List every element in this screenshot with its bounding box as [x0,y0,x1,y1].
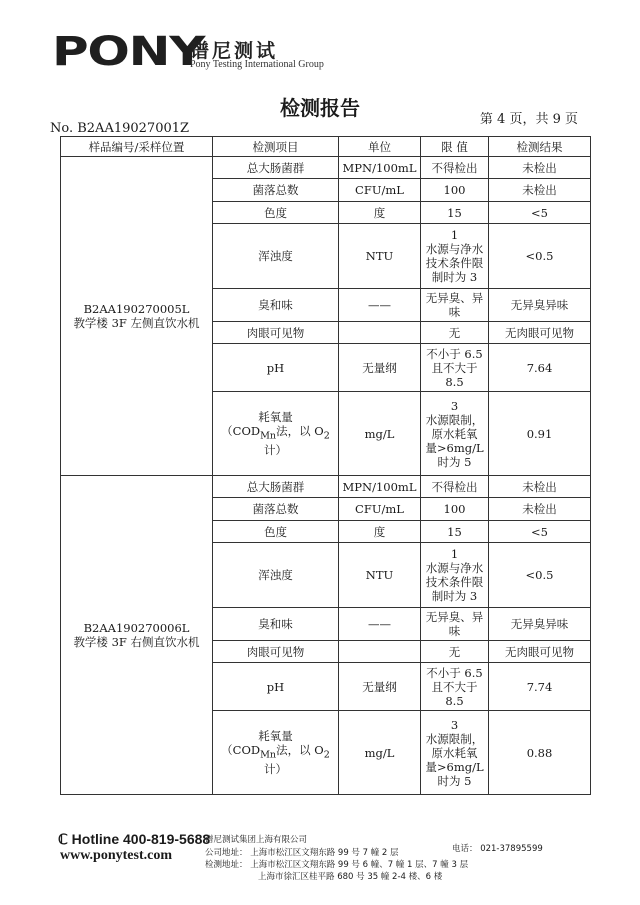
item-cell: 浑浊度 [213,543,339,608]
item-cell: pH [213,663,339,711]
limit-cell: 不小于 6.5 且不大于 8.5 [421,344,489,392]
unit-cell: mg/L [339,392,421,476]
footer-phone: 电话： 021-37895599 [452,844,543,854]
limit-cell: 无异臭、异 味 [421,608,489,641]
item-cell: 色度 [213,521,339,543]
page-info: 第 4 页，共 9 页 [479,112,578,127]
limit-cell: 1 水源与净水 技术条件限 制时为 3 [421,543,489,608]
header-unit: 单位 [339,137,421,157]
item-method: （$COD_{Mn}$法，以 $O_2$计） [221,423,330,458]
item-cell: 浑浊度 [213,224,339,289]
limit-cell: 100 [421,179,489,202]
item-method: （$COD_{Mn}$法，以 $O_2$计） [221,742,330,777]
limit-cell: 15 [421,521,489,543]
unit-cell: 度 [339,521,421,543]
limit-cell: 3 水源限制， 原水耗氧 量>6mg/L 时为 5 [421,392,489,476]
result-cell: 0.88 [489,711,591,795]
result-cell: 未检出 [489,179,591,202]
item-name: 耗氧量 [258,409,293,424]
result-cell: <5 [489,521,591,543]
result-cell: 无肉眼可见物 [489,641,591,663]
limit-cell: 1 水源与净水 技术条件限 制时为 3 [421,224,489,289]
result-cell: 未检出 [489,157,591,179]
header-item: 检测项目 [213,137,339,157]
header-result: 检测结果 [489,137,591,157]
table-row [61,157,591,179]
unit-cell: NTU [339,543,421,608]
sample-id: B2AA190270005L [83,302,190,316]
table-header-row [61,137,591,157]
footer-address-3: 上海市徐汇区桂平路 680 号 35 幢 2-4 楼、6 楼 [258,872,443,882]
report-title: 检测报告 [280,96,360,120]
result-cell: 无异臭异味 [489,289,591,322]
item-name: 耗氧量 [258,728,293,743]
limit-cell: 不小于 6.5 且不大于 8.5 [421,663,489,711]
limit-cell: 3 水源限制， 原水耗氧 量>6mg/L 时为 5 [421,711,489,795]
unit-cell: NTU [339,224,421,289]
result-cell: <0.5 [489,543,591,608]
sample-cell [61,476,213,795]
item-cell: 臭和味 [213,289,339,322]
limit-cell: 无异臭、异 味 [421,289,489,322]
result-cell: <5 [489,202,591,224]
unit-cell: 度 [339,202,421,224]
unit-cell: —— [339,289,421,322]
footer-address-1: 公司地址： 上海市松江区文翔东路 99 号 7 幢 2 层 [205,848,399,858]
item-cell: 总大肠菌群 [213,476,339,498]
item-cell: 色度 [213,202,339,224]
item-cell: 菌落总数 [213,498,339,521]
limit-cell: 不得检出 [421,157,489,179]
header-sample: 样品编号/采样位置 [61,137,213,157]
unit-cell: mg/L [339,711,421,795]
unit-cell [339,641,421,663]
sample-id: B2AA190270006L [83,621,190,635]
result-cell: 无肉眼可见物 [489,322,591,344]
header-limit: 限 值 [421,137,489,157]
unit-cell: —— [339,608,421,641]
item-cell: 肉眼可见物 [213,322,339,344]
pony-logo [52,28,205,75]
item-cell [213,711,339,795]
item-cell [213,392,339,476]
sample-location: 教学楼 3F 右侧直饮水机 [73,635,200,649]
table-row [61,476,591,498]
limit-cell: 15 [421,202,489,224]
report-number: No. B2AA19027001Z [50,121,190,136]
item-cell: 肉眼可见物 [213,641,339,663]
item-cell: 臭和味 [213,608,339,641]
result-cell: 0.91 [489,392,591,476]
limit-cell: 无 [421,322,489,344]
item-cell: pH [213,344,339,392]
sample-location: 教学楼 3F 左侧直饮水机 [73,316,200,330]
company-name-en: Pony Testing International Group [190,59,324,70]
footer-website[interactable]: www.ponytest.com [60,848,172,863]
result-cell: <0.5 [489,224,591,289]
sample-cell [61,157,213,476]
result-cell: 未检出 [489,498,591,521]
limit-cell: 无 [421,641,489,663]
logo-wordmark: PONY [52,29,205,75]
limit-cell: 不得检出 [421,476,489,498]
footer-company: 谱尼测试集团上海有限公司 [205,835,308,845]
test-results-table [60,136,591,795]
hotline-icon: ℂ [58,831,68,847]
unit-cell: CFU/mL [339,179,421,202]
company-name-cn: 谱尼测试 [190,40,279,62]
item-cell: 总大肠菌群 [213,157,339,179]
unit-cell [339,322,421,344]
result-cell: 无异臭异味 [489,608,591,641]
limit-cell: 100 [421,498,489,521]
item-cell: 菌落总数 [213,179,339,202]
unit-cell: MPN/100mL [339,157,421,179]
unit-cell: 无量纲 [339,344,421,392]
result-cell: 7.64 [489,344,591,392]
unit-cell: MPN/100mL [339,476,421,498]
hotline-text: Hotline 400-819-5688 [71,831,211,847]
footer-address-2: 检测地址： 上海市松江区文翔东路 99 号 6 幢、7 幢 1 层、7 幢 3 层 [205,860,469,870]
unit-cell: CFU/mL [339,498,421,521]
result-cell: 未检出 [489,476,591,498]
result-cell: 7.74 [489,663,591,711]
footer-hotline [58,831,210,848]
unit-cell: 无量纲 [339,663,421,711]
